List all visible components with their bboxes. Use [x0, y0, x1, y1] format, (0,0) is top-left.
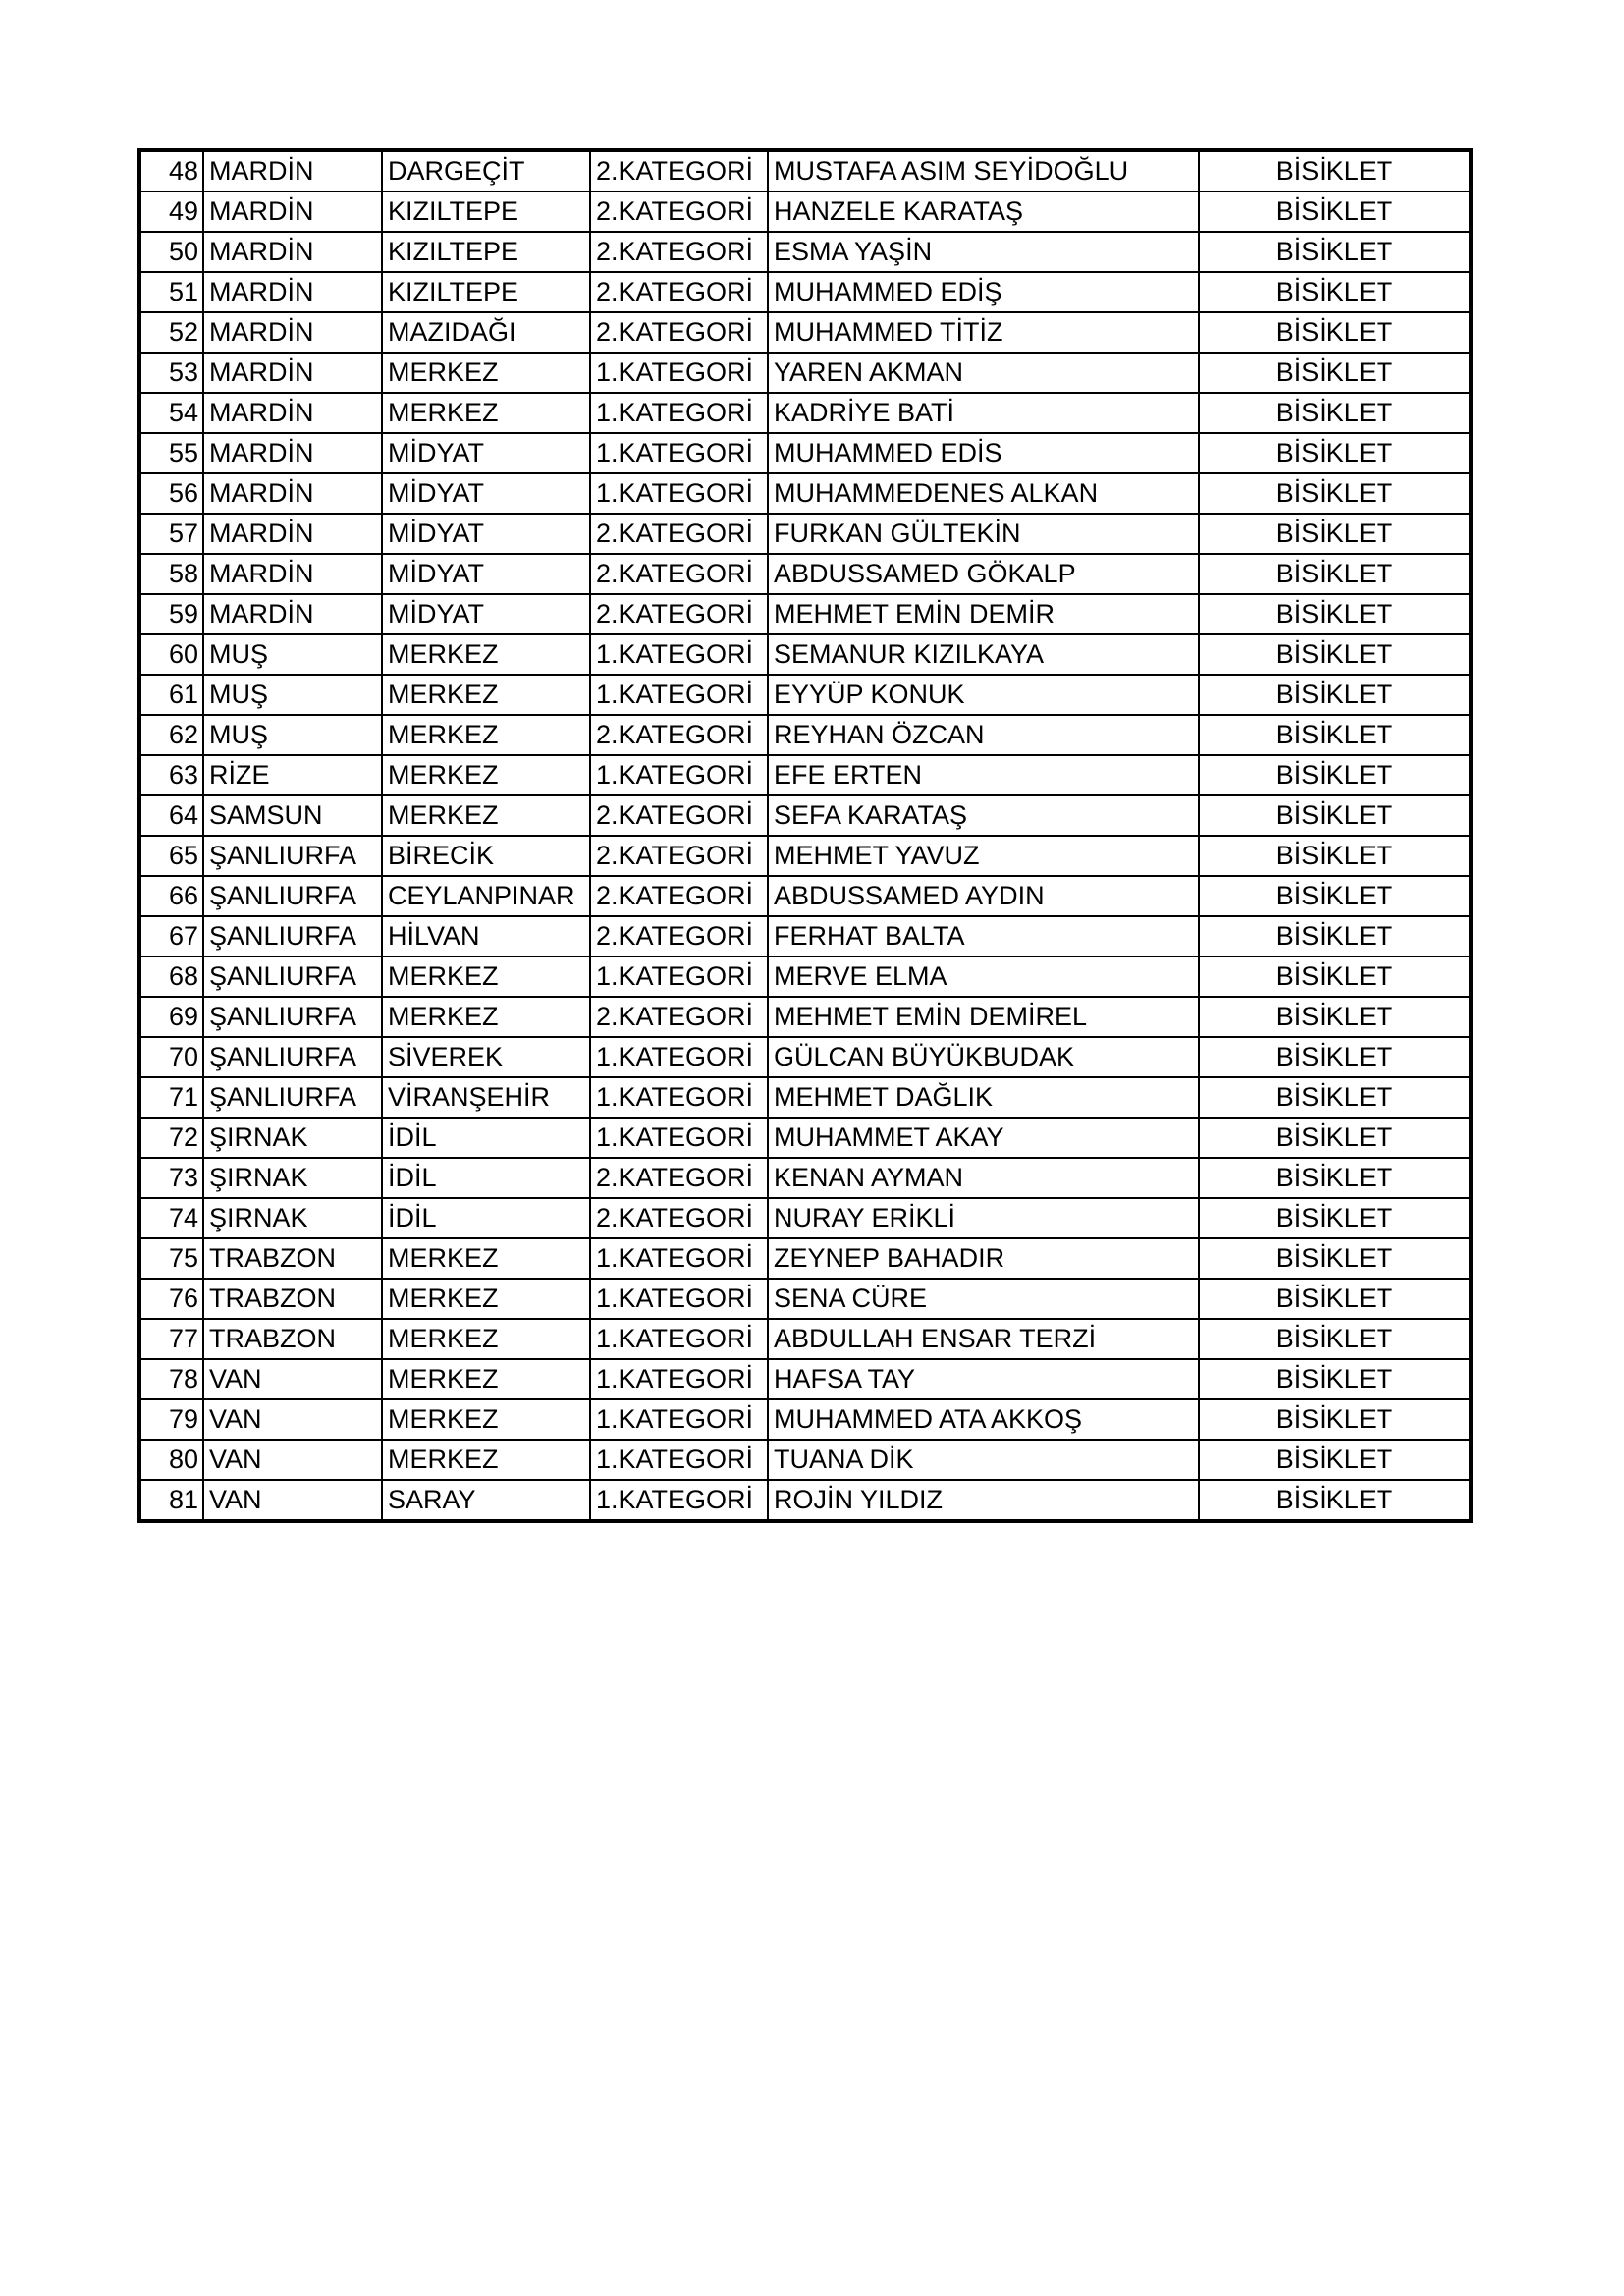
province-cell: MARDİN: [203, 473, 382, 514]
row-number-cell: 73: [139, 1158, 203, 1198]
category-cell: 2.KATEGORİ: [590, 916, 768, 957]
category-cell: 1.KATEGORİ: [590, 393, 768, 433]
table-row: [139, 191, 1471, 232]
district-cell: DARGEÇİT: [382, 150, 590, 191]
row-number-cell: 79: [139, 1399, 203, 1440]
table-row: [139, 715, 1471, 755]
row-number-cell: 66: [139, 876, 203, 916]
district-cell: VİRANŞEHİR: [382, 1077, 590, 1118]
student-name-cell: MEHMET EMİN DEMİREL: [768, 997, 1199, 1037]
category-cell: 2.KATEGORİ: [590, 312, 768, 353]
province-cell: MUŞ: [203, 634, 382, 675]
prize-cell: BİSİKLET: [1199, 1399, 1471, 1440]
category-cell: 2.KATEGORİ: [590, 715, 768, 755]
student-name-cell: MUHAMMED EDİŞ: [768, 272, 1199, 312]
prize-cell: BİSİKLET: [1199, 1319, 1471, 1359]
category-cell: 1.KATEGORİ: [590, 1399, 768, 1440]
prize-cell: BİSİKLET: [1199, 675, 1471, 715]
student-name-cell: GÜLCAN BÜYÜKBUDAK: [768, 1037, 1199, 1077]
province-cell: ŞANLIURFA: [203, 957, 382, 997]
table-row: [139, 594, 1471, 634]
row-number-cell: 58: [139, 554, 203, 594]
district-cell: MERKEZ: [382, 997, 590, 1037]
row-number-cell: 65: [139, 836, 203, 876]
prize-cell: BİSİKLET: [1199, 755, 1471, 795]
province-cell: ŞANLIURFA: [203, 1037, 382, 1077]
category-cell: 1.KATEGORİ: [590, 473, 768, 514]
category-cell: 1.KATEGORİ: [590, 1238, 768, 1279]
province-cell: ŞANLIURFA: [203, 1077, 382, 1118]
row-number-cell: 67: [139, 916, 203, 957]
prize-cell: BİSİKLET: [1199, 353, 1471, 393]
province-cell: VAN: [203, 1359, 382, 1399]
province-cell: MARDİN: [203, 433, 382, 473]
prize-cell: BİSİKLET: [1199, 433, 1471, 473]
row-number-cell: 62: [139, 715, 203, 755]
table-row: [139, 232, 1471, 272]
province-cell: VAN: [203, 1440, 382, 1480]
row-number-cell: 77: [139, 1319, 203, 1359]
province-cell: MUŞ: [203, 675, 382, 715]
prize-cell: BİSİKLET: [1199, 1440, 1471, 1480]
student-name-cell: HANZELE KARATAŞ: [768, 191, 1199, 232]
district-cell: MERKEZ: [382, 675, 590, 715]
row-number-cell: 76: [139, 1279, 203, 1319]
category-cell: 1.KATEGORİ: [590, 433, 768, 473]
district-cell: MAZIDAĞI: [382, 312, 590, 353]
row-number-cell: 71: [139, 1077, 203, 1118]
district-cell: HİLVAN: [382, 916, 590, 957]
province-cell: ŞIRNAK: [203, 1118, 382, 1158]
category-cell: 1.KATEGORİ: [590, 675, 768, 715]
prize-cell: BİSİKLET: [1199, 1118, 1471, 1158]
prize-cell: BİSİKLET: [1199, 272, 1471, 312]
district-cell: CEYLANPINAR: [382, 876, 590, 916]
student-name-cell: KENAN AYMAN: [768, 1158, 1199, 1198]
province-cell: MARDİN: [203, 353, 382, 393]
table-body: [139, 150, 1471, 1521]
category-cell: 1.KATEGORİ: [590, 1279, 768, 1319]
prize-cell: BİSİKLET: [1199, 1037, 1471, 1077]
district-cell: MERKEZ: [382, 795, 590, 836]
district-cell: MİDYAT: [382, 473, 590, 514]
province-cell: VAN: [203, 1480, 382, 1521]
table-row: [139, 473, 1471, 514]
table-row: [139, 433, 1471, 473]
district-cell: MERKEZ: [382, 634, 590, 675]
row-number-cell: 63: [139, 755, 203, 795]
district-cell: MERKEZ: [382, 393, 590, 433]
category-cell: 1.KATEGORİ: [590, 1319, 768, 1359]
province-cell: MARDİN: [203, 312, 382, 353]
category-cell: 1.KATEGORİ: [590, 353, 768, 393]
category-cell: 2.KATEGORİ: [590, 997, 768, 1037]
row-number-cell: 56: [139, 473, 203, 514]
prize-cell: BİSİKLET: [1199, 715, 1471, 755]
prize-cell: BİSİKLET: [1199, 232, 1471, 272]
student-name-cell: TUANA DİK: [768, 1440, 1199, 1480]
district-cell: MERKEZ: [382, 353, 590, 393]
district-cell: KIZILTEPE: [382, 272, 590, 312]
table-row: [139, 514, 1471, 554]
student-name-cell: MUSTAFA ASIM SEYİDOĞLU: [768, 150, 1199, 191]
category-cell: 2.KATEGORİ: [590, 191, 768, 232]
district-cell: İDİL: [382, 1158, 590, 1198]
district-cell: İDİL: [382, 1118, 590, 1158]
table-row: [139, 957, 1471, 997]
table-row: [139, 1279, 1471, 1319]
district-cell: MERKEZ: [382, 1399, 590, 1440]
prize-cell: BİSİKLET: [1199, 473, 1471, 514]
province-cell: MARDİN: [203, 594, 382, 634]
district-cell: MERKEZ: [382, 1279, 590, 1319]
table-row: [139, 755, 1471, 795]
prize-cell: BİSİKLET: [1199, 1480, 1471, 1521]
prize-cell: BİSİKLET: [1199, 997, 1471, 1037]
row-number-cell: 50: [139, 232, 203, 272]
province-cell: ŞANLIURFA: [203, 916, 382, 957]
district-cell: MİDYAT: [382, 433, 590, 473]
student-name-cell: MEHMET EMİN DEMİR: [768, 594, 1199, 634]
province-cell: MARDİN: [203, 232, 382, 272]
category-cell: 1.KATEGORİ: [590, 957, 768, 997]
district-cell: SİVEREK: [382, 1037, 590, 1077]
student-name-cell: EYYÜP KONUK: [768, 675, 1199, 715]
table-row: [139, 1359, 1471, 1399]
row-number-cell: 61: [139, 675, 203, 715]
table-row: [139, 836, 1471, 876]
province-cell: TRABZON: [203, 1279, 382, 1319]
row-number-cell: 52: [139, 312, 203, 353]
prize-cell: BİSİKLET: [1199, 594, 1471, 634]
category-cell: 2.KATEGORİ: [590, 1198, 768, 1238]
table-row: [139, 393, 1471, 433]
category-cell: 2.KATEGORİ: [590, 1158, 768, 1198]
table-row: [139, 1198, 1471, 1238]
category-cell: 2.KATEGORİ: [590, 876, 768, 916]
prize-cell: BİSİKLET: [1199, 916, 1471, 957]
district-cell: MİDYAT: [382, 514, 590, 554]
district-cell: MERKEZ: [382, 957, 590, 997]
prize-cell: BİSİKLET: [1199, 876, 1471, 916]
student-name-cell: HAFSA TAY: [768, 1359, 1199, 1399]
prize-cell: BİSİKLET: [1199, 554, 1471, 594]
category-cell: 2.KATEGORİ: [590, 514, 768, 554]
prize-cell: BİSİKLET: [1199, 1279, 1471, 1319]
province-cell: MARDİN: [203, 514, 382, 554]
district-cell: MERKEZ: [382, 755, 590, 795]
province-cell: RİZE: [203, 755, 382, 795]
province-cell: MARDİN: [203, 554, 382, 594]
province-cell: MARDİN: [203, 272, 382, 312]
student-name-cell: KADRİYE BATİ: [768, 393, 1199, 433]
student-name-cell: ABDUSSAMED GÖKALP: [768, 554, 1199, 594]
table-row: [139, 1319, 1471, 1359]
province-cell: ŞIRNAK: [203, 1158, 382, 1198]
table-row: [139, 876, 1471, 916]
table-row: [139, 997, 1471, 1037]
row-number-cell: 49: [139, 191, 203, 232]
row-number-cell: 69: [139, 997, 203, 1037]
province-cell: MARDİN: [203, 191, 382, 232]
province-cell: MARDİN: [203, 150, 382, 191]
category-cell: 1.KATEGORİ: [590, 634, 768, 675]
category-cell: 1.KATEGORİ: [590, 1440, 768, 1480]
district-cell: MİDYAT: [382, 554, 590, 594]
prize-cell: BİSİKLET: [1199, 634, 1471, 675]
row-number-cell: 53: [139, 353, 203, 393]
student-name-cell: FURKAN GÜLTEKİN: [768, 514, 1199, 554]
table-row: [139, 1158, 1471, 1198]
province-cell: ŞIRNAK: [203, 1198, 382, 1238]
province-cell: TRABZON: [203, 1319, 382, 1359]
row-number-cell: 64: [139, 795, 203, 836]
province-cell: ŞANLIURFA: [203, 997, 382, 1037]
prize-cell: BİSİKLET: [1199, 514, 1471, 554]
table-row: [139, 1037, 1471, 1077]
table-row: [139, 1118, 1471, 1158]
district-cell: MERKEZ: [382, 715, 590, 755]
row-number-cell: 75: [139, 1238, 203, 1279]
student-name-cell: MUHAMMED TİTİZ: [768, 312, 1199, 353]
category-cell: 2.KATEGORİ: [590, 232, 768, 272]
student-name-cell: SEFA KARATAŞ: [768, 795, 1199, 836]
district-cell: MERKEZ: [382, 1319, 590, 1359]
table-row: [139, 1238, 1471, 1279]
student-name-cell: ESMA YAŞİN: [768, 232, 1199, 272]
prize-cell: BİSİKLET: [1199, 957, 1471, 997]
table-row: [139, 150, 1471, 191]
table-row: [139, 272, 1471, 312]
row-number-cell: 51: [139, 272, 203, 312]
student-name-cell: NURAY ERİKLİ: [768, 1198, 1199, 1238]
province-cell: VAN: [203, 1399, 382, 1440]
category-cell: 1.KATEGORİ: [590, 755, 768, 795]
province-cell: ŞANLIURFA: [203, 876, 382, 916]
row-number-cell: 74: [139, 1198, 203, 1238]
district-cell: MİDYAT: [382, 594, 590, 634]
student-name-cell: SENA CÜRE: [768, 1279, 1199, 1319]
prize-cell: BİSİKLET: [1199, 191, 1471, 232]
student-name-cell: MUHAMMED ATA AKKOŞ: [768, 1399, 1199, 1440]
student-name-cell: MEHMET DAĞLIK: [768, 1077, 1199, 1118]
student-name-cell: ABDUSSAMED AYDIN: [768, 876, 1199, 916]
student-name-cell: MEHMET YAVUZ: [768, 836, 1199, 876]
student-name-cell: YAREN AKMAN: [768, 353, 1199, 393]
prize-cell: BİSİKLET: [1199, 150, 1471, 191]
district-cell: MERKEZ: [382, 1359, 590, 1399]
table-row: [139, 1480, 1471, 1521]
row-number-cell: 57: [139, 514, 203, 554]
prize-cell: BİSİKLET: [1199, 1359, 1471, 1399]
prize-cell: BİSİKLET: [1199, 312, 1471, 353]
table-row: [139, 795, 1471, 836]
district-cell: MERKEZ: [382, 1440, 590, 1480]
category-cell: 2.KATEGORİ: [590, 836, 768, 876]
district-cell: MERKEZ: [382, 1238, 590, 1279]
province-cell: MARDİN: [203, 393, 382, 433]
province-cell: SAMSUN: [203, 795, 382, 836]
prize-cell: BİSİKLET: [1199, 836, 1471, 876]
table-row: [139, 1440, 1471, 1480]
province-cell: MUŞ: [203, 715, 382, 755]
category-cell: 1.KATEGORİ: [590, 1037, 768, 1077]
prize-cell: BİSİKLET: [1199, 795, 1471, 836]
table-row: [139, 1399, 1471, 1440]
table-row: [139, 675, 1471, 715]
prize-cell: BİSİKLET: [1199, 1238, 1471, 1279]
row-number-cell: 80: [139, 1440, 203, 1480]
student-name-cell: SEMANUR KIZILKAYA: [768, 634, 1199, 675]
prize-cell: BİSİKLET: [1199, 393, 1471, 433]
table-row: [139, 353, 1471, 393]
table-row: [139, 916, 1471, 957]
row-number-cell: 81: [139, 1480, 203, 1521]
district-cell: BİRECİK: [382, 836, 590, 876]
district-cell: İDİL: [382, 1198, 590, 1238]
student-name-cell: ROJİN YILDIZ: [768, 1480, 1199, 1521]
row-number-cell: 60: [139, 634, 203, 675]
row-number-cell: 48: [139, 150, 203, 191]
category-cell: 1.KATEGORİ: [590, 1480, 768, 1521]
student-name-cell: MUHAMMEDENES ALKAN: [768, 473, 1199, 514]
row-number-cell: 68: [139, 957, 203, 997]
row-number-cell: 55: [139, 433, 203, 473]
student-name-cell: MUHAMMED EDİS: [768, 433, 1199, 473]
category-cell: 2.KATEGORİ: [590, 795, 768, 836]
prize-cell: BİSİKLET: [1199, 1198, 1471, 1238]
row-number-cell: 59: [139, 594, 203, 634]
row-number-cell: 72: [139, 1118, 203, 1158]
district-cell: KIZILTEPE: [382, 232, 590, 272]
category-cell: 2.KATEGORİ: [590, 594, 768, 634]
category-cell: 2.KATEGORİ: [590, 150, 768, 191]
student-name-cell: MUHAMMET AKAY: [768, 1118, 1199, 1158]
prize-cell: BİSİKLET: [1199, 1077, 1471, 1118]
results-table: [137, 148, 1473, 1523]
category-cell: 1.KATEGORİ: [590, 1359, 768, 1399]
table-row: [139, 1077, 1471, 1118]
table-row: [139, 634, 1471, 675]
student-name-cell: MERVE ELMA: [768, 957, 1199, 997]
student-name-cell: ZEYNEP BAHADIR: [768, 1238, 1199, 1279]
district-cell: KIZILTEPE: [382, 191, 590, 232]
table-row: [139, 554, 1471, 594]
student-name-cell: REYHAN ÖZCAN: [768, 715, 1199, 755]
row-number-cell: 70: [139, 1037, 203, 1077]
category-cell: 2.KATEGORİ: [590, 554, 768, 594]
row-number-cell: 78: [139, 1359, 203, 1399]
row-number-cell: 54: [139, 393, 203, 433]
province-cell: ŞANLIURFA: [203, 836, 382, 876]
category-cell: 2.KATEGORİ: [590, 272, 768, 312]
table-row: [139, 312, 1471, 353]
category-cell: 1.KATEGORİ: [590, 1118, 768, 1158]
student-name-cell: ABDULLAH ENSAR TERZİ: [768, 1319, 1199, 1359]
student-name-cell: EFE ERTEN: [768, 755, 1199, 795]
student-name-cell: FERHAT BALTA: [768, 916, 1199, 957]
district-cell: SARAY: [382, 1480, 590, 1521]
prize-cell: BİSİKLET: [1199, 1158, 1471, 1198]
province-cell: TRABZON: [203, 1238, 382, 1279]
category-cell: 1.KATEGORİ: [590, 1077, 768, 1118]
